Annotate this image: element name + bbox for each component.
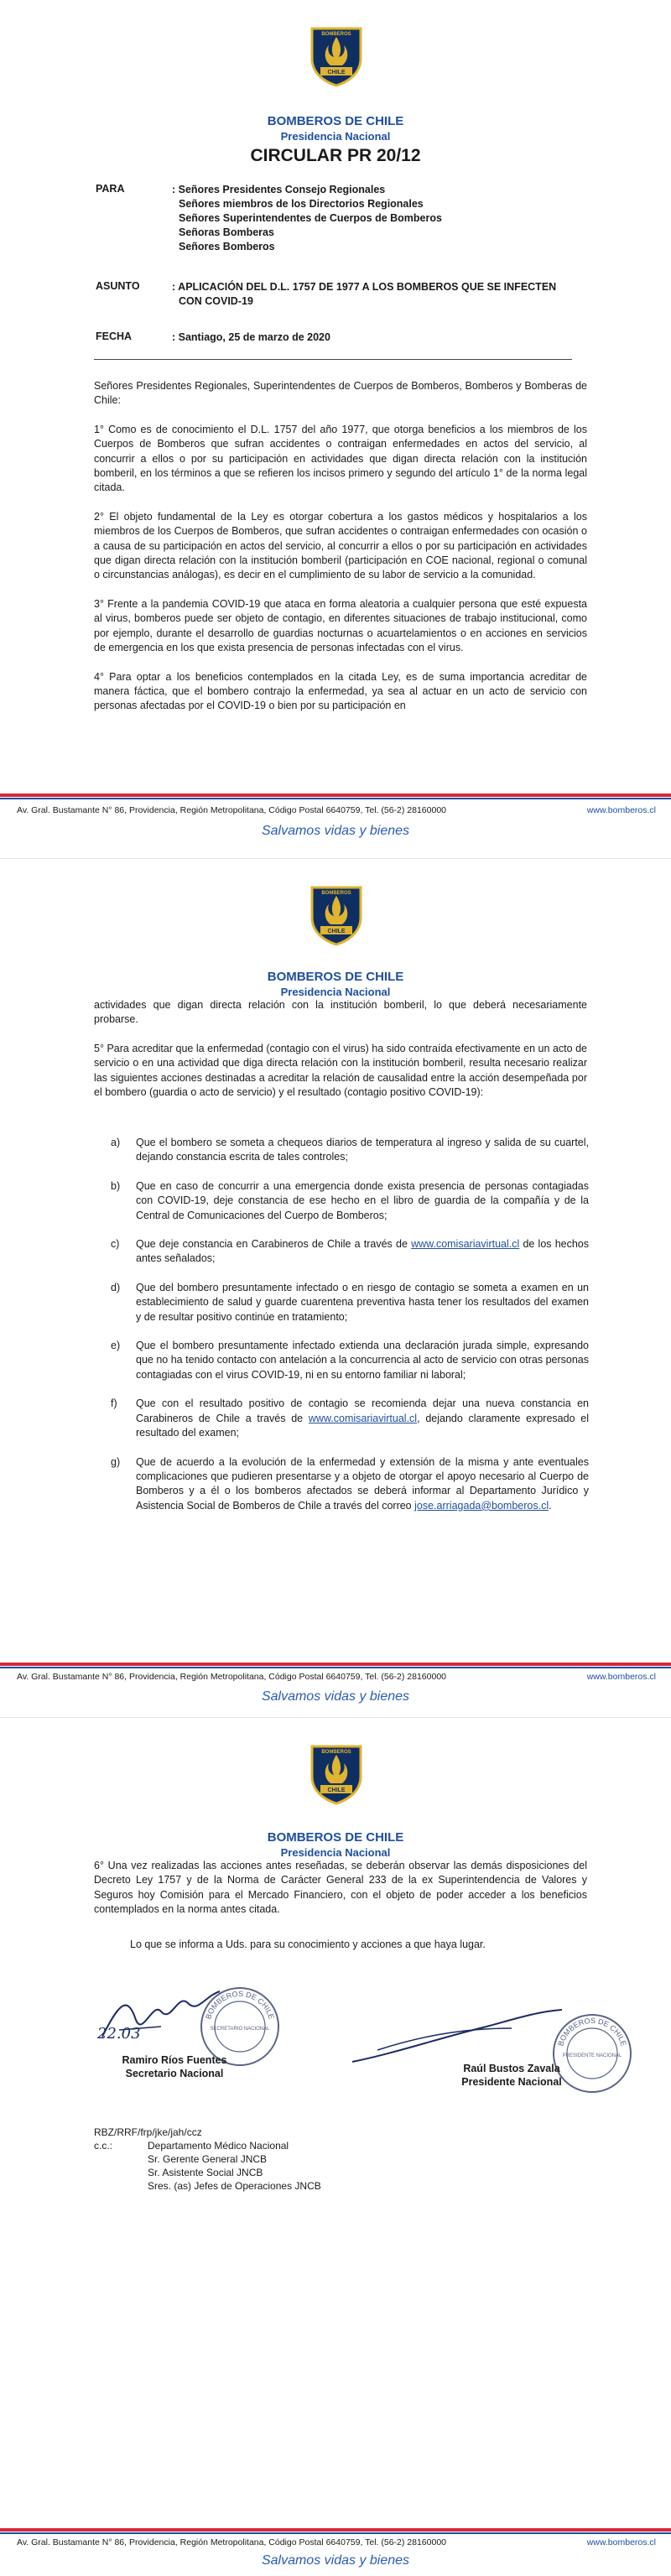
list-text: Que deje constancia en Carabineros de Chile a través de	[136, 1238, 412, 1251]
reference-initials: RBZ/RRF/frp/jke/jah/ccz	[94, 2126, 202, 2138]
list-item	[111, 1237, 589, 1267]
footer-slogan: Salvamos vidas y bienes	[261, 1689, 410, 1704]
org-name: BOMBEROS DE CHILE	[267, 970, 404, 984]
list-text: Que el bombero se someta a chequeos diarios de temperatura al ingreso y salida de su cuartel, dejando constancia escrita de tales controles;	[136, 1137, 589, 1163]
list-marker: f)	[111, 1397, 117, 1410]
para-recipients	[172, 183, 442, 254]
list-text: Que del bombero presuntamente infectado o en riesgo de contagio se someta a examen en un establecimiento de salud y guarde cuarentena preventiva hasta tener los resultados del examen y de resultar positivo continúe en tratamiento;	[136, 1281, 589, 1323]
asunto-line: : APLICACIÓN DEL D.L. 1757 DE 1977 A LOS BOMBEROS QUE SE INFECTEN	[172, 281, 557, 293]
signatory-right-role: Presidente Nacional	[461, 2076, 562, 2088]
para-line: Señores Bomberos	[179, 241, 275, 252]
list-marker: d)	[111, 1281, 121, 1293]
svg-text:CHILE: CHILE	[327, 929, 346, 934]
bomberos-crest-logo	[309, 25, 364, 87]
asunto-value	[172, 280, 556, 309]
footer-stripe-blue	[0, 2532, 671, 2534]
header-divider	[94, 359, 572, 360]
list-text: Que con el resultado positivo de contagio se recomienda dejar una nueva constancia en Carabineros de Chile a través de	[136, 1397, 589, 1424]
paragraph-2: 2° El objeto fundamental de la Ley es otorgar cobertura a los gastos médicos y hospitalarios a los miembros de los Cuerpos de Bomberos, que sufran accidentes o contraigan enfermedades con ocasión o a causa de su participación en actos del servicio, al concurrir a ellos o por su participación en actividades que digan directa relación con la institución bomberil (participación en COE nacional, regional o comunal o circunstancias análogas), es decir en el cumplimiento de su labor de servicio a la comunidad.	[94, 510, 587, 581]
page-2-body	[94, 998, 587, 1114]
list-text: Que en caso de concurrir a una emergencia donde exista presencia de personas contagiadas con COVID-19, deje constancia de ese hecho en el libro de guardia de la compañía y de la Central de Comunicaciones del Cuerpo de Bomberos;	[136, 1179, 589, 1221]
list-text: Que el bombero presuntamente infectado extienda una declaración jurada simple, expresando que no ha tenido contacto con antelación a la concurrencia al acto de servicio con otras personas contagiadas con el virus COVID-19, ni en su entorno familiar ni laboral;	[136, 1340, 589, 1381]
cc-row	[94, 2179, 321, 2193]
page-3-body	[94, 1859, 587, 1932]
svg-text:CHILE: CHILE	[327, 1788, 346, 1793]
signatory-left-name: Ramiro Ríos Fuentes	[122, 2054, 227, 2066]
svg-text:BOMBEROS: BOMBEROS	[321, 1750, 351, 1755]
circular-title: CIRCULAR PR 20/12	[250, 146, 421, 165]
bomberos-crest-logo	[309, 1743, 364, 1805]
svg-text:PRESIDENTE NACIONAL: PRESIDENTE NACIONAL	[562, 2053, 622, 2058]
cc-row	[94, 2166, 321, 2179]
org-subtitle: Presidencia Nacional	[280, 986, 391, 998]
distribution-block	[94, 2126, 321, 2193]
cc-item: Sr. Gerente General JNCB	[148, 2153, 268, 2165]
org-subtitle: Presidencia Nacional	[280, 130, 391, 143]
para-label: PARA	[96, 183, 125, 195]
cc-row	[94, 2139, 321, 2152]
footer-slogan: Salvamos vidas y bienes	[261, 2553, 410, 2568]
svg-text:CHILE: CHILE	[327, 70, 346, 75]
signatory-left	[107, 2053, 242, 2080]
footer-address: Av. Gral. Bustamante N° 86, Providencia, Región Metropolitana, Código Postal 6640759, Tel. (56-2) 28160000	[17, 805, 447, 815]
para-line: Señores Superintendentes de Cuerpos de Bomberos	[179, 212, 442, 224]
paragraph-3: 3° Frente a la pandemia COVID-19 que ataca en forma aleatoria a cualquier persona que esté expuesta al virus, bomberos puede ser objeto de contagio, en diferentes situaciones de trabajo institucional, como por ejemplo, durante el desarrollo de guardias nocturnas o acuartelamientos o en acciones en servicios de emergencia en los que exista presencia de personas infectadas con el virus.	[94, 597, 587, 654]
comisaria-virtual-link[interactable]: www.comisariavirtual.cl	[308, 1412, 418, 1424]
paragraph-5: 5° Para acreditar que la enfermedad (contagio con el virus) ha sido contraída efectivamente en un acto de servicio o en una actividad que diga directa relación con la institución bomberil, resulta necesario realizar las siguientes acciones destinadas a acreditar la relación de causalidad entre la acción desempeñada por el bombero (guardia o acto de servicio) y el resultado (contagio positivo COVID-19):	[94, 1042, 587, 1099]
list-marker: c)	[111, 1238, 120, 1251]
list-text: , dejando claramente expresado el resultado del examen;	[136, 1412, 589, 1439]
footer-stripe-blue	[0, 798, 671, 799]
list-marker: a)	[111, 1137, 121, 1148]
footer-address: Av. Gral. Bustamante N° 86, Providencia, Región Metropolitana, Código Postal 6640759, Tel. (56-2) 28160000	[17, 2537, 447, 2547]
footer-stripe-red	[0, 2528, 671, 2532]
list-marker: e)	[111, 1340, 121, 1352]
para-line: Señores miembros de los Directorios Regionales	[179, 198, 424, 210]
paragraph-4: 4° Para optar a los beneficios contemplados en la citada Ley, es de suma importancia acreditar de manera fáctica, que el bombero contrajo la enfermedad, ya sea al actuar en un acto de servicio con personas afectadas por el COVID-19 o bien por su participación en	[94, 670, 587, 712]
svg-text:22.03: 22.03	[97, 2025, 141, 2043]
page-1	[0, 0, 671, 858]
asunto-line: CON COVID-19	[179, 295, 253, 307]
list-item	[111, 1136, 589, 1165]
para-line: : Señores Presidentes Consejo Regionales	[172, 184, 386, 195]
cc-label: c.c.:	[94, 2140, 113, 2152]
paragraph-6: 6° Una vez realizadas las acciones antes reseñadas, se deberán observar las demás disposiciones del Decreto Ley 1757 y de la Norma de Carácter General 233 de la ex Superintendencia de Valores y Seguros hoy Comisión para el Mercado Financiero, con el objeto de poder acceder a los beneficios contemplados en la norma antes citada.	[94, 1860, 587, 1916]
svg-text:BOMBEROS DE CHILE: BOMBEROS DE CHILE	[204, 1989, 276, 2021]
list-item	[111, 1339, 589, 1382]
bomberos-crest-logo	[309, 884, 364, 946]
closing-line: Lo que se informa a Uds. para su conocimiento y acciones a que haya lugar.	[130, 1939, 486, 1950]
page-1-body	[94, 379, 587, 728]
cc-row	[94, 2152, 321, 2166]
footer-stripe-red	[0, 794, 671, 797]
list-item	[111, 1455, 589, 1514]
signatory-left-role: Secretario Nacional	[125, 2068, 224, 2079]
requirements-list	[111, 1136, 589, 1527]
asunto-label: ASUNTO	[96, 280, 140, 292]
svg-text:BOMBEROS: BOMBEROS	[321, 32, 351, 37]
footer-website-link[interactable]: www.bomberos.cl	[586, 805, 656, 815]
footer-address: Av. Gral. Bustamante N° 86, Providencia, Región Metropolitana, Código Postal 6640759, Tel. (56-2) 28160000	[17, 1672, 447, 1682]
page-2	[0, 858, 671, 1717]
comisaria-virtual-link[interactable]: www.comisariavirtual.cl	[411, 1238, 520, 1251]
signatory-right-name: Raúl Bustos Zavala	[463, 2063, 560, 2074]
list-marker: b)	[111, 1179, 121, 1192]
footer-stripe-red	[0, 1663, 671, 1666]
footer-website-link[interactable]: www.bomberos.cl	[586, 2537, 656, 2547]
paragraph-1: 1° Como es de conocimiento el D.L. 1757 del año 1977, que otorga beneficios a los miembros de los Cuerpos de Bomberos que sufran accidentes o contraigan enfermedades en actos del servicio, al concurrir a ellos o por su participación en actividades que digan directa relación con la institución bomberil, en los términos a que se refieren los incisos primero y segundo del artículo 1° de la norma legal citada.	[94, 423, 587, 494]
org-name: BOMBEROS DE CHILE	[267, 114, 404, 128]
list-text: de los hechos antes señalados;	[136, 1238, 590, 1265]
fecha-label: FECHA	[96, 330, 133, 342]
footer-slogan: Salvamos vidas y bienes	[261, 824, 410, 838]
list-item	[111, 1397, 589, 1440]
cc-item: Departamento Médico Nacional	[148, 2140, 289, 2152]
svg-text:SECRETARIO NACIONAL: SECRETARIO NACIONAL	[210, 2027, 270, 2032]
org-subtitle: Presidencia Nacional	[280, 1846, 391, 1859]
footer-stripe-blue	[0, 1667, 671, 1668]
continuation: actividades que digan directa relación con la institución bomberil, lo que deberá necesariamente probarse.	[94, 999, 587, 1026]
footer-website-link[interactable]: www.bomberos.cl	[586, 1672, 656, 1682]
page-3	[0, 1717, 671, 2576]
signatory-right	[436, 2062, 587, 2089]
cc-item: Sr. Asistente Social JNCB	[148, 2167, 263, 2178]
list-item	[111, 1179, 589, 1223]
list-item	[111, 1281, 589, 1324]
org-name: BOMBEROS DE CHILE	[267, 1830, 404, 1845]
svg-text:BOMBEROS DE CHILE: BOMBEROS DE CHILE	[556, 2016, 628, 2048]
list-marker: g)	[111, 1455, 121, 1468]
list-text: .	[549, 1499, 552, 1512]
svg-text:BOMBEROS: BOMBEROS	[321, 891, 351, 896]
list-text: Que de acuerdo a la evolución de la enfermedad y extensión de la misma y ante eventuales complicaciones que pudieren presentarse y a objeto de otorgar el apoyo necesario al Cuerpo de Bomberos y a él o los bomberos afectados se deberá informar al Departamento Jurídico y Asistencia Social de Bomberos de Chile a través del correo	[136, 1455, 589, 1512]
para-line: Señoras Bomberas	[179, 226, 274, 238]
cc-item: Sres. (as) Jefes de Operaciones JNCB	[148, 2180, 321, 2192]
salutation: Señores Presidentes Regionales, Superintendentes de Cuerpos de Bomberos, Bomberos y Bomberas de Chile:	[94, 380, 587, 407]
fecha-value: : Santiago, 25 de marzo de 2020	[172, 331, 330, 343]
email-link[interactable]: jose.arriagada@bomberos.cl	[414, 1499, 549, 1512]
